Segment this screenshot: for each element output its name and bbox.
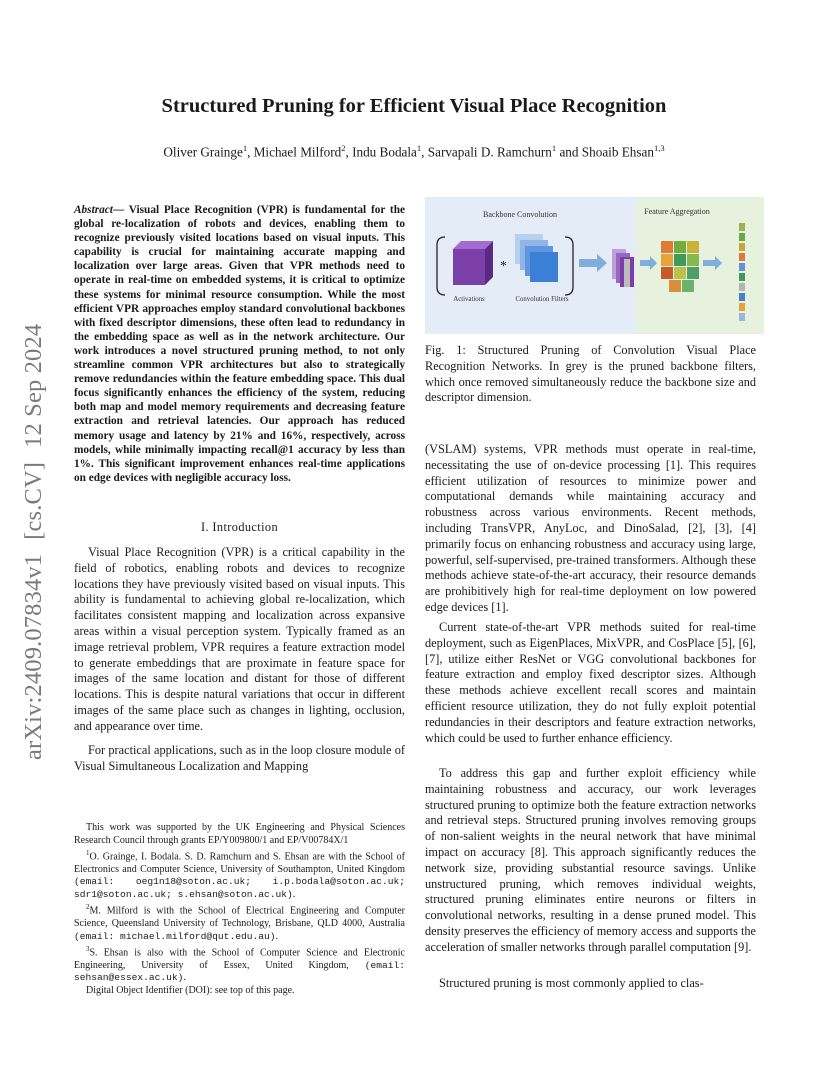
- aggregation-label: Feature Aggregation: [644, 207, 710, 216]
- author-joiner: ,: [247, 144, 254, 160]
- author-name: Shoaib Ehsan: [581, 144, 654, 160]
- footnote-mark: 1: [86, 849, 90, 857]
- intro-paragraph-2: [74, 743, 405, 775]
- author-affiliation: 1: [551, 143, 557, 153]
- caption-text: Structured Pruning of Convolution Visual Place Recognition Networks. In grey is the pruned backbone filters, which once removed simultaneously reduce the backbone size and descriptor dimension.: [425, 343, 757, 405]
- author-name: Indu Bodala: [352, 144, 417, 160]
- author-list: [0, 143, 828, 160]
- activations-cube: [453, 241, 493, 285]
- abstract-text: Visual Place Recognition (VPR) is fundamental for the global re-localization of robots and devices, enabling them to recognize previously visited locations based on visual inputs. This capability is crucial for maintaining accurate mapping and localization over large areas. Given that VPR methods need to operate in real-time on embedded systems, it is critical to optimize these systems for minimal resource consumption. While the most efficient VPR approaches employ standard convolutional backbones with fixed descriptor dimensions, these often lead to redundancy in the embedding space as well as in the network architecture. Our work introduces a novel structured pruning method, to not only streamline common VPR architectures but also to strategically remove redundancies within the feature embedding space. This dual focus significantly enhances the efficiency of the system, reducing both map and model memory requirements and decreasing feature extraction and retrieval latencies. Our approach has reduced memory usage and latency by 21% and 16%, respectively, across models, while minimally impacting recall@1 accuracy by less than 1%. This significant improvement enhances real-time applications on edge devices with negligible accuracy loss.: [74, 204, 405, 484]
- arxiv-stamp: [20, 310, 48, 760]
- footnote-mark: 2: [86, 903, 90, 912]
- author-name: Oliver Grainge: [163, 144, 243, 160]
- pruning-diagram: [425, 197, 764, 334]
- filters-label: Convolution Filters: [515, 296, 569, 303]
- footnote-text: S. Ehsan is also with the School of Computer Science and Electronic Engineering, University of Essex, United Kingdom,: [74, 947, 405, 971]
- footnote-funding: This work was supported by the UK Engineering and Physical Sciences Research Council through grants EP/Y009800/1 and EP/V00784X/1: [74, 822, 405, 846]
- footnote-1: [74, 847, 405, 901]
- author-affiliation: 2: [341, 143, 346, 153]
- author-affiliation: 1: [242, 143, 248, 153]
- footnote-doi: Digital Object Identifier (DOI): see top of this page.: [86, 984, 295, 996]
- author-affiliation: 1: [416, 143, 422, 153]
- section-title: I. Introduction: [200, 520, 279, 534]
- right-paragraph-3: [425, 766, 756, 956]
- backbone-label: Backbone Convolution: [483, 210, 557, 219]
- activations-label: Activations: [453, 296, 485, 303]
- footnote-email: (email: sehsan@essex.ac.uk): [74, 959, 405, 984]
- abstract-label: Abstract: [74, 204, 113, 216]
- caption-prefix: Fig. 1:: [425, 343, 478, 357]
- paragraph-text: For practical applications, such as in the loop closure module of Visual Simultaneous Localization and Mapping: [74, 743, 405, 773]
- paragraph-text: Structured pruning is most commonly applied to clas-: [439, 976, 704, 990]
- paragraph-text: To address this gap and further exploit efficiency while maintaining robustness and accuracy, our work leverages structured pruning to optimize both the feature extraction networks and retrieval steps. Structured pruning involves removing groups of non-salient weights in the neural network that have minimal impact on accuracy [8]. This approach significantly reduces the network size, providing substantial resource savings. Unlike unstructured pruning, which removes individual weights, structured pruning eliminates entire neurons or filters in convolutional networks, resulting in a dense pruned model. This density preserves the efficiency of memory access and supports the acceleration of smaller networks through parallel computation [9].: [425, 766, 756, 954]
- footnote-text: O. Grainge, I. Bodala. S. D. Ramchurn and S. Ehsan are with the School of Electronics and Computer Science, University of Southampton, United Kingdom: [74, 851, 405, 875]
- author-joiner: and: [556, 144, 582, 160]
- paragraph-text: (VSLAM) systems, VPR methods must operate in real-time, necessitating the use of on-device processing [1]. This requires efficient utilization of resources to minimize power and computational demands while maintaining accuracy and robustness across various environments. Recent methods, including TransVPR, AnyLoc, and DinoSalad, [2], [3], [4] primarily focus on enhancing robustness and accuracy using large, powerful, self-supervised, pre-trained transformers. Although these methods achieve state-of-the-art accuracy, their resource demands are prohibitively high for real-time deployment on low powered edge devices [1].: [425, 442, 756, 614]
- intro-paragraph-1: [74, 545, 405, 735]
- footnote-2: [74, 901, 405, 943]
- footnote-email: (email: oeg1n18@soton.ac.uk; i.p.bodala@soton.ac.uk; sdr1@soton.ac.uk; s.ehsan@soton.ac.uk): [74, 876, 405, 900]
- right-paragraph-1: [425, 442, 756, 616]
- paper-title: Structured Pruning for Efficient Visual Place Recognition: [161, 95, 667, 117]
- arxiv-date: 12 Sep 2024: [20, 323, 47, 448]
- abstract: [74, 203, 405, 485]
- right-paragraph-2: [425, 620, 756, 746]
- convolution-operator: *: [500, 259, 507, 274]
- author-affiliation: 1,3: [653, 143, 665, 153]
- author-joiner: ,: [421, 144, 428, 160]
- footnote-mark: 3: [86, 945, 90, 954]
- author-name: Michael Milford: [253, 144, 342, 160]
- arxiv-id: arXiv:2409.07834v1: [20, 553, 47, 760]
- footnote-end: .: [292, 888, 296, 900]
- footnote-3: [74, 943, 405, 985]
- footnote-end: .: [183, 972, 186, 984]
- figure-1: [425, 197, 764, 334]
- footnote-end: .: [275, 930, 279, 942]
- author-joiner: ,: [345, 144, 353, 160]
- arxiv-category: [cs.CV]: [20, 461, 47, 540]
- footnotes: [74, 822, 405, 997]
- right-paragraph-4: [425, 976, 756, 992]
- footnote-text: M. Milford is with the School of Electrical Engineering and Computer Science, Queensland University of Technology, Brisbane, QLD 4000, Australia: [74, 905, 405, 930]
- figure-caption: [425, 343, 756, 406]
- paragraph-text: Visual Place Recognition (VPR) is a critical capability in the field of robotics, enabling robots and devices to recognize locations they have previously visited based on visual inputs. This ability is fundamental to achieving global re-localization, which facilitates consistent mapping and localization across expansive areas within a visual perception system. Typically framed as an image retrieval problem, VPR requires a feature extraction model to generate embeddings that are proximate in feature space for images of the same location and distant for those of different locations. This is despite natural variations that occur in different images of the same place such as changes in lighting, occlusion, and appearance over time.: [74, 545, 405, 733]
- footnote-email: (email: michael.milford@qut.edu.au): [74, 930, 276, 942]
- paragraph-text: Current state-of-the-art VPR methods suited for real-time deployment, such as EigenPlaces, MixVPR, and CosPlace [5], [6], [7], utilize either ResNet or VGG convolutional backbones for feature extraction and employ fixed descriptor sizes. Although these methods achieve excellent recall scores and maintain efficient resource utilization, they do not fully exploit potential redundancies in their descriptors and feature extraction networks, which could be used to further enhance efficiency.: [425, 620, 756, 745]
- abstract-dash: —: [112, 204, 129, 216]
- author-name: Sarvapali D. Ramchurn: [427, 144, 552, 160]
